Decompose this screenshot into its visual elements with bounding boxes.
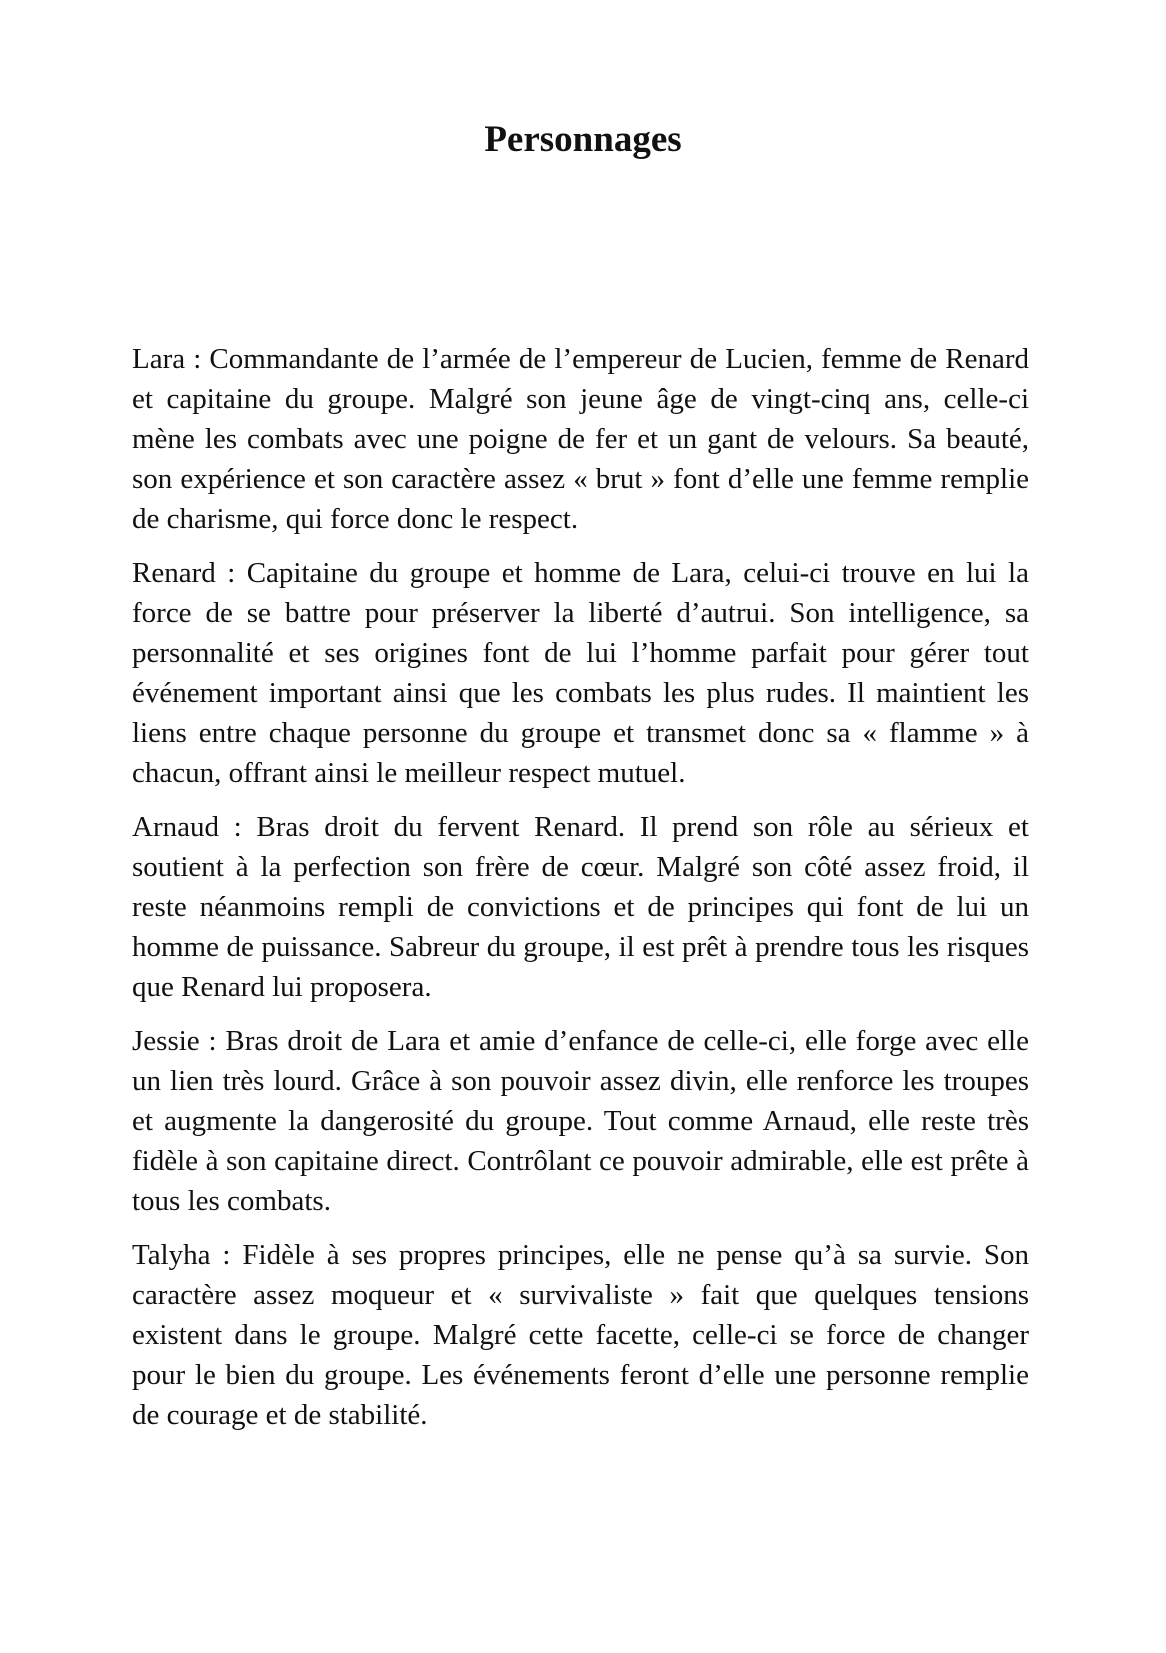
character-description-talyha: Talyha : Fidèle à ses propres principes, elle ne pense qu’à sa survie. Son caractère assez moqueur et « survivaliste » fait que quelques tensions existent dans le groupe. Malgré cette facette, celle-ci se force de changer pour le bien du groupe. Les événements feront d’elle une personne remplie de courage et de stabilité. bbox=[132, 1239, 1029, 1431]
character-description-renard: Renard : Capitaine du groupe et homme de Lara, celui-ci trouve en lui la force de se battre pour préserver la liberté d’autrui. Son intelligence, sa personnalité et ses origines font de lui l’homme parfait pour gérer tout événement important ainsi que les combats les plus rudes. Il maintient les liens entre chaque personne du groupe et transmet donc sa « flamme » à chacun, offrant ainsi le meilleur respect mutuel. bbox=[132, 557, 1029, 789]
character-description-arnaud: Arnaud : Bras droit du fervent Renard. Il prend son rôle au sérieux et soutient à la perfection son frère de cœur. Malgré son côté assez froid, il reste néanmoins rempli de convictions et de principes qui font de lui un homme de puissance. Sabreur du groupe, il est prêt à prendre tous les risques que Renard lui proposera. bbox=[132, 811, 1029, 1003]
character-list bbox=[132, 339, 1029, 1449]
character-description-lara: Lara : Commandante de l’armée de l’empereur de Lucien, femme de Renard et capitaine du groupe. Malgré son jeune âge de vingt-cinq ans, celle-ci mène les combats avec une poigne de fer et un gant de velours. Sa beauté, son expérience et son caractère assez « brut » font d’elle une femme remplie de charisme, qui force donc le respect. bbox=[132, 343, 1029, 535]
page-title: Personnages bbox=[484, 119, 682, 160]
character-description-jessie: Jessie : Bras droit de Lara et amie d’enfance de celle-ci, elle forge avec elle un lien très lourd. Grâce à son pouvoir assez divin, elle renforce les troupes et augmente la dangerosité du groupe. Tout comme Arnaud, elle reste très fidèle à son capitaine direct. Contrôlant ce pouvoir admirable, elle est prête à tous les combats. bbox=[132, 1025, 1029, 1217]
